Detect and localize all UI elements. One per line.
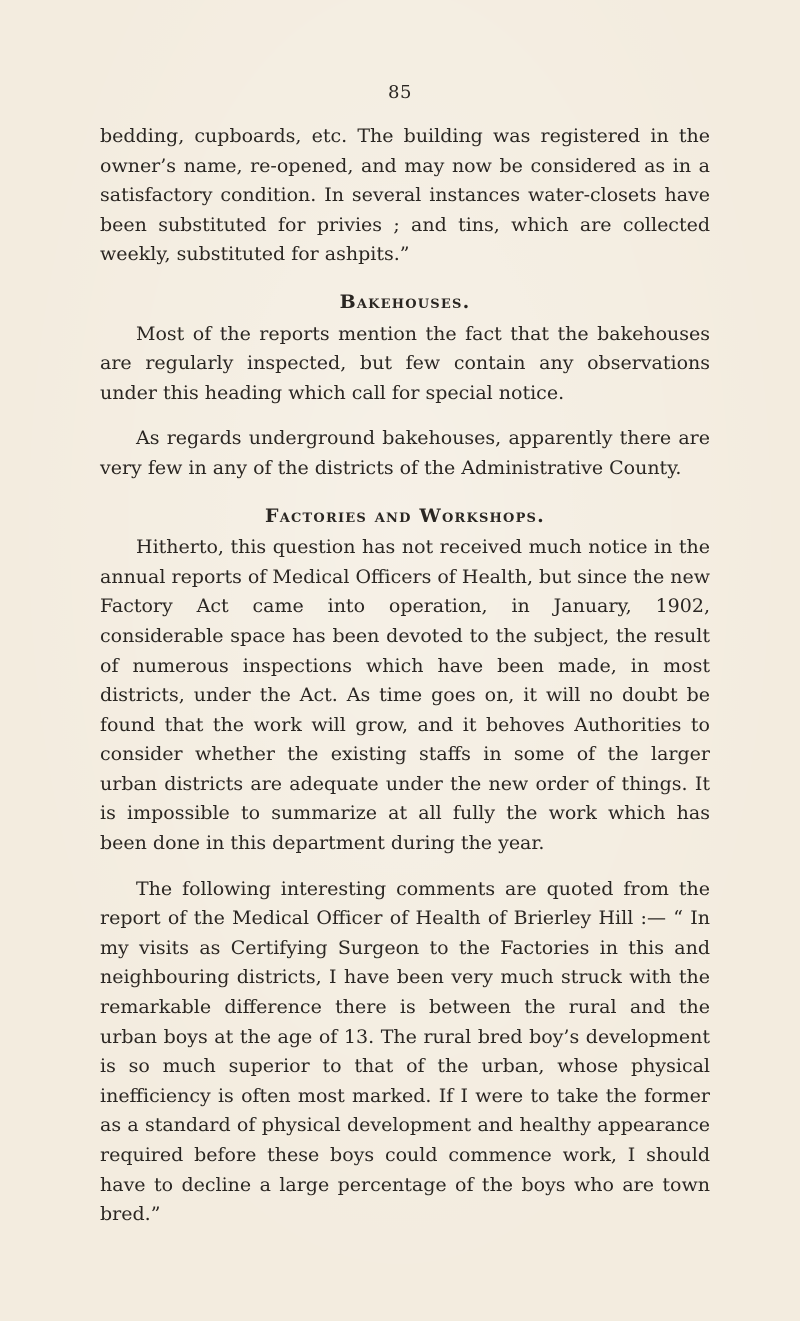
paragraph-privies-continuation: bedding, cupboards, etc. The building was registered in the owner’s name, re-opened, and may now be considered as in a satisfactory condition. In several instances water-closets have been substituted for privies ; and tins, which are collected weekly, substituted for ashpits.” (100, 125, 710, 266)
document-body (100, 122, 710, 1230)
paragraph-brierley-hill-quote: The following interesting comments are quoted from the report of the Medical Officer of Health of Brierley Hill :— “ In my visits as Certifying Surgeon to the Factories in this and neighbouring districts, I have been very much struck with the remarkable difference there is between the rural and the urban boys at the age of 13. The rural bred boy’s development is so much superior to that of the urban, whose physical inefficiency is often most marked. If I were to take the former as a standard of physical development and healthy appearance required before these boys could commence work, I should have to decline a large percentage of the boys who are town bred.” (100, 877, 710, 1226)
paragraph-factory-act: Hitherto, this question has not received much notice in the annual reports of Medical Officers of Health, but since the new Factory Act came into operation, in January, 1902, considerable space has been devoted to the subject, the result of numerous inspections which have been made, in most districts, under the Act. As time goes on, it will no doubt be found that the work will grow, and it behoves Authorities to consider whether the existing staffs in some of the larger urban districts are adequate under the new order of things. It is impossible to summarize at all fully the work which has been done in this department during the year. (100, 536, 711, 855)
paragraph-underground-bakehouses: As regards underground bakehouses, apparently there are very few in any of the districts of the Administrative County. (100, 427, 710, 479)
page-number: 85 (388, 82, 412, 103)
paragraph-bakehouses-inspected: Most of the reports mention the fact that the bakehouses are regularly inspected, but few contain any observations under this heading which call for special notice. (100, 322, 710, 404)
section-heading-bakehouses: Bakehouses. (339, 290, 471, 313)
section-heading-factories-workshops: Factories and Workshops. (265, 504, 545, 527)
